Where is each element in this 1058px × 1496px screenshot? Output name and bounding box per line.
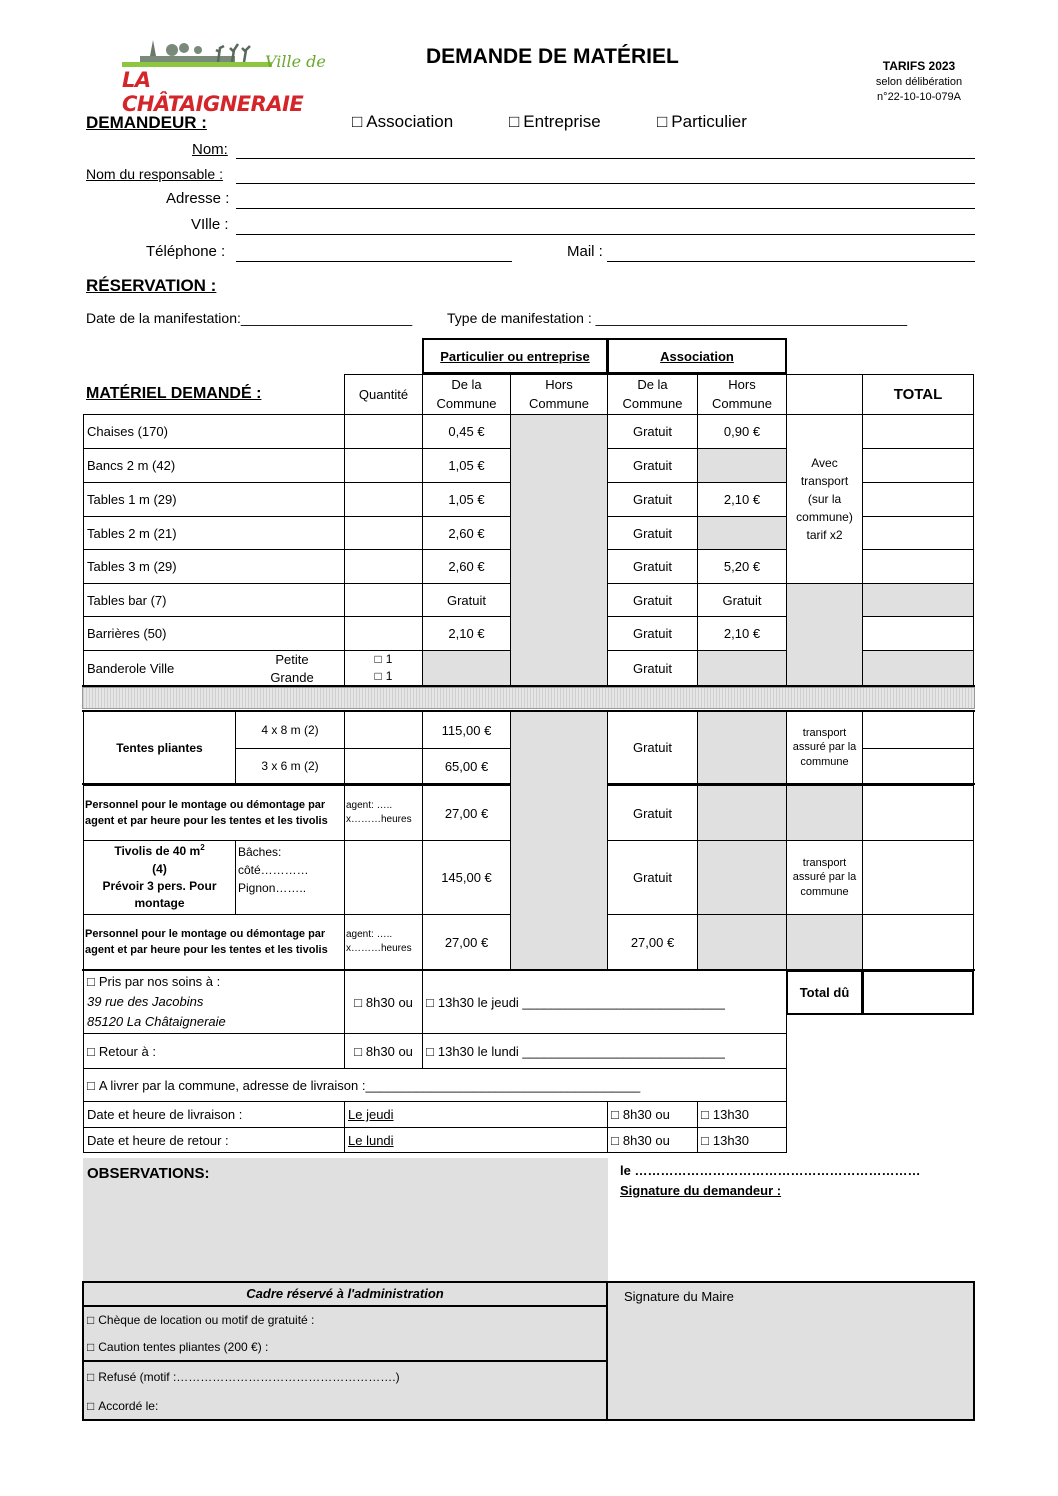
row-name <box>83 482 345 517</box>
personnel1-a-in-label: Gratuit <box>632 805 672 821</box>
row-p-in <box>422 583 511 617</box>
le-lundi-cell[interactable] <box>344 1127 608 1153</box>
admin-cheque[interactable]: □ Chèque de location ou motif de gratuité : <box>87 1313 314 1327</box>
personnel2-transport <box>786 914 863 970</box>
row-a-in <box>607 516 698 550</box>
tentes-a-out <box>697 711 787 784</box>
retour-830b-cell <box>607 1127 698 1153</box>
banderole-total <box>862 650 974 686</box>
tentes-total2[interactable] <box>862 748 974 784</box>
row-a-in-label: Gratuit <box>632 626 672 641</box>
header-p-delacommune-2: Commune <box>436 395 497 411</box>
tivolis-l1: Tivolis de 40 m <box>114 844 201 859</box>
type-manifestation[interactable]: Type de manifestation : ________________________________________ <box>447 310 908 326</box>
header-a-hors <box>697 374 787 415</box>
ville-label: VIlle : <box>191 216 229 233</box>
tentes-size2 <box>235 748 345 784</box>
personnel2-a-in <box>607 914 698 970</box>
option-entreprise[interactable]: □ Entreprise <box>509 112 601 132</box>
row-a-in-label: Gratuit <box>632 424 672 439</box>
livraison-830-cell <box>607 1101 698 1128</box>
demandeur-label: DEMANDEUR : <box>86 113 207 132</box>
livraison-1330[interactable]: □ 13h30 <box>701 1107 749 1122</box>
row-total[interactable] <box>862 482 974 517</box>
tentes-size1-label: 4 x 8 m (2) <box>261 723 319 737</box>
row-name-label: Tables 1 m (29) <box>87 492 177 507</box>
banderole-p-in <box>422 650 511 686</box>
banderole-sizes <box>262 651 322 687</box>
tivolis-cote: côté………… <box>238 863 309 877</box>
personnel2-name-label: Personnel pour le montage ou démontage par agent et par heure pour les tentes et les tivolis <box>85 927 328 956</box>
total-du-label: Total dû <box>799 985 850 1000</box>
pris-label[interactable]: □ Pris par nos soins à : <box>87 972 220 992</box>
retour-830b[interactable]: □ 8h30 ou <box>611 1133 670 1148</box>
row-p-in <box>422 448 511 483</box>
row-qty[interactable] <box>344 448 423 483</box>
row-p-in-label: Gratuit <box>446 592 486 608</box>
date-manifestation[interactable]: Date de la manifestation:______________________ <box>86 310 413 326</box>
transport-note-label: Avec transport (sur la commune) tarif x2 <box>796 456 853 542</box>
row-qty[interactable] <box>344 549 423 584</box>
tentes-size2-label: 3 x 6 m (2) <box>261 759 319 773</box>
date-retour-label: Date et heure de retour : <box>87 1132 229 1148</box>
header-transport <box>786 374 863 415</box>
telephone-field[interactable] <box>236 261 512 262</box>
tentes-a-in-label: Gratuit <box>632 740 672 755</box>
responsable-label: Nom du responsable : <box>86 166 223 182</box>
admin-row-line2 <box>82 1360 608 1362</box>
row-a-in-label: Gratuit <box>632 592 672 608</box>
row-qty[interactable] <box>344 616 423 651</box>
row-a-out-label: 0,90 € <box>723 424 761 439</box>
tivolis-a-in <box>607 840 698 915</box>
tarifs <box>860 58 978 106</box>
ville-field[interactable] <box>236 234 975 235</box>
row-a-in <box>607 414 698 449</box>
tivolis-sup: 2 <box>200 843 205 853</box>
p-hors-merged <box>510 414 608 686</box>
header-association-label: Association <box>660 348 734 364</box>
personnel1-qty[interactable] <box>344 785 423 841</box>
retour-830[interactable]: □ 8h30 ou <box>354 1044 413 1059</box>
row-qty[interactable] <box>344 516 423 550</box>
header-association <box>607 338 787 374</box>
row-a-out <box>697 516 787 550</box>
header-p-hors-2: Commune <box>529 395 589 411</box>
row-qty[interactable] <box>344 414 423 449</box>
personnel2-a-out <box>697 914 787 970</box>
row-name-label: Tables 2 m (21) <box>87 525 177 541</box>
total-du-value[interactable] <box>862 970 974 1015</box>
responsable-field[interactable] <box>236 183 975 184</box>
personnel2-p-in <box>422 914 511 970</box>
livrer-label[interactable]: □ A livrer par la commune, adresse de livraison :______________________________________ <box>87 1078 640 1093</box>
tivolis-a-in-label: Gratuit <box>632 870 672 885</box>
tentes-size1 <box>235 711 345 749</box>
tentes-qty2[interactable] <box>344 748 423 784</box>
header-a-commune <box>607 374 698 415</box>
retour-1330-cell <box>697 1127 787 1153</box>
tentes-transport <box>786 711 863 784</box>
header-p-hors-1: Hors <box>545 377 573 393</box>
banderole-q1[interactable]: □ 1 <box>375 651 393 668</box>
tivolis-l2: (4) <box>152 861 167 876</box>
personnel1-transport <box>786 785 863 841</box>
row-name <box>83 583 345 617</box>
mail-field[interactable] <box>607 261 975 262</box>
row-p-in <box>422 414 511 449</box>
personnel2-name <box>83 914 345 970</box>
tentes-p2-label: 65,00 € <box>444 758 489 774</box>
logo <box>120 38 330 116</box>
row-a-out <box>697 414 787 449</box>
row-a-out-label: 5,20 € <box>723 559 761 574</box>
row-total[interactable] <box>862 549 974 584</box>
header-a-delacommune-1: De la <box>637 377 668 393</box>
tivolis-qty[interactable] <box>344 840 423 915</box>
row-p-in <box>422 616 511 651</box>
row-a-in-label: Gratuit <box>632 492 672 507</box>
row-total[interactable] <box>862 414 974 449</box>
banderole-a-in <box>607 650 698 686</box>
tivolis-l3: Prévoir 3 pers. Pour montage <box>102 879 217 911</box>
tivolis-name <box>83 840 236 915</box>
nom-field[interactable] <box>236 158 975 159</box>
row-p-in-label: 0,45 € <box>448 424 485 439</box>
admin-divider <box>606 1281 608 1421</box>
row-a-in <box>607 482 698 517</box>
adresse-label: Adresse : <box>166 190 230 207</box>
reservation-label: RÉSERVATION : <box>86 276 217 295</box>
tentes-qty1[interactable] <box>344 711 423 749</box>
row-a-in <box>607 549 698 584</box>
row-a-out-label: 2,10 € <box>723 492 761 507</box>
telephone-label: Téléphone : <box>146 243 226 260</box>
row-a-out <box>697 616 787 651</box>
row-p-in-label: 2,60 € <box>448 525 485 541</box>
row-p-in-label: 2,60 € <box>448 559 485 574</box>
row-a-in <box>607 616 698 651</box>
page-title: DEMANDE DE MATÉRIEL <box>426 45 679 68</box>
retour-lundi[interactable]: □ 13h30 le lundi ____________________________ <box>426 1044 725 1059</box>
retour-1330[interactable]: □ 13h30 <box>701 1133 749 1148</box>
observations-label: OBSERVATIONS: <box>87 1165 210 1182</box>
option-association[interactable]: □ Association <box>352 112 453 132</box>
le-jeudi-cell[interactable] <box>344 1101 608 1128</box>
personnel1-a-in <box>607 785 698 841</box>
admin-row-line1 <box>82 1305 608 1307</box>
row-a-out <box>697 583 787 617</box>
observations-le[interactable]: le ………………………………………………………… <box>620 1163 921 1178</box>
header-a-hors-2: Commune <box>712 395 772 411</box>
header-particulier-label: Particulier ou entreprise <box>440 348 590 364</box>
logo-text-top: Ville de <box>265 52 326 71</box>
tentes-name <box>83 711 236 784</box>
pris-jeudi[interactable]: □ 13h30 le jeudi ____________________________ <box>426 995 725 1010</box>
personnel1-p-in-label: 27,00 € <box>444 805 489 821</box>
tivolis-total[interactable] <box>862 840 974 915</box>
tentes-a-in <box>607 711 698 784</box>
tentes-p1 <box>422 711 511 749</box>
header-total <box>862 374 974 415</box>
row-p-in <box>422 516 511 550</box>
le-lundi: Le lundi <box>348 1132 394 1148</box>
header-p-commune <box>422 374 511 415</box>
row-name <box>83 616 345 651</box>
tivolis-p-in-label: 145,00 € <box>441 870 492 885</box>
date-livraison-cell <box>83 1101 345 1128</box>
row-a-out <box>697 448 787 483</box>
pris-addr1: 39 rue des Jacobins <box>87 993 204 1009</box>
row-name-label: Tables bar (7) <box>87 592 167 608</box>
livrer-cell <box>83 1068 787 1102</box>
retour-lundi-cell <box>422 1033 787 1069</box>
transport-note <box>786 414 863 584</box>
row-total[interactable] <box>862 516 974 550</box>
row-a-in-label: Gratuit <box>632 458 672 473</box>
banderole-a-in-label: Gratuit <box>632 660 672 676</box>
tarifs-line3: n°22-10-10-079A <box>877 91 961 104</box>
header-quantite-label: Quantité <box>358 387 409 402</box>
pris-cell <box>83 970 345 1034</box>
admin-header: Cadre réservé à l'administration <box>246 1286 444 1301</box>
header-particulier <box>422 338 608 374</box>
row-a-in-label: Gratuit <box>632 525 672 541</box>
tivolis-pignon: Pignon…….. <box>238 881 307 895</box>
row-a-out-label: Gratuit <box>722 592 762 608</box>
personnel1-a-out <box>697 785 787 841</box>
admin-refuse[interactable]: □ Refusé (motif :……………………………………………….) <box>87 1370 400 1384</box>
personnel2-total[interactable] <box>862 914 974 970</box>
row-name-label: Bancs 2 m (42) <box>87 458 176 473</box>
personnel2-qty-label: agent: ….. x………heures <box>346 929 412 954</box>
tentes-transport-label: transport assuré par la commune <box>792 727 857 768</box>
header-p-delacommune-1: De la <box>451 377 482 393</box>
mail-label: Mail : <box>567 243 603 260</box>
row-a-in <box>607 448 698 483</box>
retour-label[interactable]: □ Retour à : <box>87 1044 156 1059</box>
personnel1-p-in <box>422 785 511 841</box>
p-hors-merged-2 <box>510 711 608 970</box>
tentes-p2 <box>422 748 511 784</box>
banderole-petite: Petite <box>275 652 309 667</box>
header-total-label: TOTAL <box>893 386 943 403</box>
row-qty[interactable] <box>344 482 423 517</box>
header-p-hors <box>510 374 608 415</box>
tivolis-transport <box>786 840 863 915</box>
personnel1-qty-label: agent: ….. x………heures <box>346 800 412 825</box>
tentes-p1-label: 115,00 € <box>441 722 492 738</box>
personnel2-p-in-label: 27,00 € <box>444 934 489 950</box>
nom-label: Nom: <box>192 141 228 158</box>
banderole-q2[interactable]: □ 1 <box>375 668 393 685</box>
row-name <box>83 448 345 483</box>
logo-text-main: LA CHÂTAIGNERAIE <box>122 68 304 116</box>
pris-jeudi-cell <box>422 970 787 1034</box>
banderole-grande: Grande <box>270 670 314 686</box>
personnel2-qty[interactable] <box>344 914 423 970</box>
personnel1-name-label: Personnel pour le montage ou démontage par agent et par heure pour les tentes et les tivolis <box>85 798 328 827</box>
banderole-qty[interactable] <box>344 650 423 686</box>
row-name-label: Tables 3 m (29) <box>87 559 177 574</box>
row-p-in-label: 1,05 € <box>448 458 485 473</box>
pris-addr2: 85120 La Châtaigneraie <box>87 1014 226 1030</box>
retour-cell <box>83 1033 345 1069</box>
separator-band <box>82 687 975 709</box>
pris-830-cell <box>344 970 423 1034</box>
tivolis-a-out <box>697 840 787 915</box>
materiel-label: MATÉRIEL DEMANDÉ : <box>86 385 262 402</box>
header-a-delacommune-2: Commune <box>622 395 683 411</box>
tivolis-options <box>235 840 345 915</box>
row-qty[interactable] <box>344 583 423 617</box>
livraison-1330-cell <box>697 1101 787 1128</box>
row-total <box>862 583 974 617</box>
row-name-label: Chaises (170) <box>87 424 168 439</box>
row-total[interactable] <box>862 448 974 483</box>
row-a-in <box>607 583 698 617</box>
banderole-name-label: Banderole Ville <box>87 660 175 676</box>
row-a-in-label: Gratuit <box>632 559 672 574</box>
row-p-in-label: 1,05 € <box>448 492 485 507</box>
adresse-field[interactable] <box>236 208 975 209</box>
tentes-total1[interactable] <box>862 711 974 749</box>
option-particulier[interactable]: □ Particulier <box>657 112 747 132</box>
personnel1-total[interactable] <box>862 785 974 841</box>
transport-gray <box>786 583 863 686</box>
row-p-in <box>422 482 511 517</box>
signature-demandeur: Signature du demandeur : <box>620 1183 782 1198</box>
row-name <box>83 549 345 584</box>
date-livraison-label: Date et heure de livraison : <box>87 1107 243 1122</box>
tivolis-l1-wrap <box>114 842 204 860</box>
signature-maire: Signature du Maire <box>624 1289 734 1304</box>
admin-accorde[interactable]: □ Accordé le: <box>87 1399 158 1413</box>
personnel1-name <box>83 785 345 841</box>
row-a-out <box>697 482 787 517</box>
tivolis-baches: Bâches: <box>238 845 282 859</box>
tivolis-transport-label: transport assuré par la commune <box>792 857 857 898</box>
total-du-label-cell <box>786 970 863 1015</box>
row-total[interactable] <box>862 616 974 651</box>
pris-830[interactable]: □ 8h30 ou <box>354 995 413 1010</box>
le-jeudi: Le jeudi <box>348 1107 394 1122</box>
row-name <box>83 414 345 449</box>
header-a-hors-1: Hors <box>728 377 756 393</box>
row-p-in <box>422 549 511 584</box>
row-a-out-label: 2,10 € <box>723 626 761 641</box>
retour-830-cell <box>344 1033 423 1069</box>
banderole-a-out <box>697 650 787 686</box>
livraison-830[interactable]: □ 8h30 ou <box>611 1107 670 1122</box>
tarifs-line2: selon délibération <box>875 75 963 88</box>
row-name <box>83 516 345 550</box>
admin-caution[interactable]: □ Caution tentes pliantes (200 €) : <box>87 1340 268 1354</box>
tarifs-year: TARIFS 2023 <box>882 59 956 73</box>
date-retour-cell <box>83 1127 345 1153</box>
header-quantite <box>344 374 423 415</box>
tivolis-p-in <box>422 840 511 915</box>
row-a-out <box>697 549 787 584</box>
row-p-in-label: 2,10 € <box>448 626 485 641</box>
row-name-label: Barrières (50) <box>87 626 167 641</box>
personnel2-a-in-label: 27,00 € <box>630 934 675 950</box>
tentes-name-label: Tentes pliantes <box>116 740 203 755</box>
